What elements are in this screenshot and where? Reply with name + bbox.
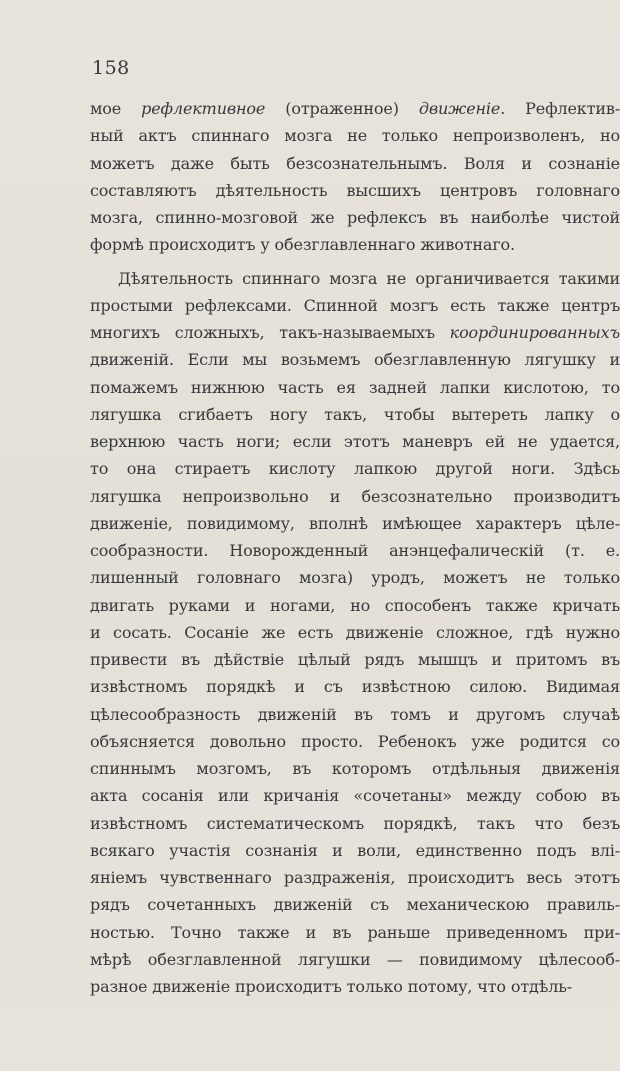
text-line [90, 292, 620, 319]
text-line [90, 374, 620, 401]
text-run: лягушка сгибаетъ ногу такъ, чтобы вытереть лапку о [90, 404, 620, 424]
page-number: 158 [92, 57, 130, 79]
text-line [90, 401, 620, 428]
text-line [90, 428, 620, 455]
text-line [90, 177, 620, 204]
text-run: всякаго участiя сознанiя и воли, единственно подъ влi- [90, 840, 620, 860]
text-run: объясняется довольно просто. Ребенокъ уже родится со [90, 731, 620, 751]
text-line [90, 946, 620, 973]
text-line [90, 455, 620, 482]
text-line [90, 782, 620, 809]
text-run: можетъ даже быть безсознательнымъ. Воля и сознанiе [90, 153, 620, 173]
text-run: верхнюю часть ноги; если этотъ маневръ ей не удается, [90, 432, 620, 451]
text-run: акта сосанiя или кричанiя «сочетаны» между собою въ [90, 786, 620, 806]
text-line [90, 673, 620, 700]
text-line [90, 891, 620, 918]
text-line [90, 919, 620, 946]
text-run: извѣстномъ порядкѣ и съ извѣстною силою. Видимая [90, 677, 620, 697]
text-run: помажемъ нижнюю часть ея задней лапки кислотою, то [90, 377, 620, 397]
text-run: сообразности. Новорожденный анэнцефалическiй (т. е. [90, 541, 620, 560]
text-line [90, 510, 620, 537]
text-line [90, 810, 620, 837]
text-line [90, 95, 620, 122]
text-run: привести въ дѣйствiе цѣлый рядъ мышцъ и притомъ въ [90, 650, 620, 669]
text-run: составляютъ дѣятельность высшихъ центровъ головнаго [90, 180, 620, 200]
text-run: Дѣятельность спиннаго мозга не органичивается такими [118, 268, 620, 288]
text-run: (отраженное) [265, 99, 419, 118]
italic-term: движенiе [418, 99, 501, 118]
text-line [90, 204, 620, 231]
text-line [90, 973, 620, 1000]
text-line [90, 150, 620, 177]
text-line [90, 755, 620, 782]
text-line [90, 319, 620, 346]
text-run: мозга, спинно-мозговой же рефлексъ въ наиболѣе чистой [90, 208, 620, 227]
text-run: извѣстномъ систематическомъ порядкѣ, такъ что безъ [90, 813, 620, 833]
text-line [90, 265, 620, 292]
text-line [90, 864, 620, 891]
text-run: мѣрѣ обезглавленной лягушки — повидимому цѣлесооб- [90, 949, 620, 969]
text-run: движенiй. Если мы возьмемъ обезглавленную лягушку и [90, 350, 620, 370]
text-line [90, 837, 620, 864]
italic-term: координированныхъ [449, 323, 620, 342]
text-run: многихъ сложныхъ, такъ-называемыхъ [90, 323, 450, 342]
text-line [90, 728, 620, 755]
text-run: формѣ происходитъ у обезглавленнаго животнаго. [90, 235, 515, 255]
text-line [90, 346, 620, 373]
body-text [90, 95, 620, 1000]
text-run: лишенный головнаго мозга) уродъ, можетъ не только [90, 568, 620, 588]
text-run: простыми рефлексами. Спинной мозгъ есть также центръ [90, 295, 620, 315]
text-run: цѣлесообразность движенiй въ томъ и другомъ случаѣ [90, 704, 620, 724]
text-run: лягушка непроизвольно и безсознательно производитъ [90, 486, 620, 506]
text-line [90, 564, 620, 591]
text-run: ный актъ спиннаго мозга не только непроизволенъ, но [90, 126, 620, 146]
text-line [90, 122, 620, 149]
text-line [90, 592, 620, 619]
text-run: . Рефлектив- [500, 99, 620, 118]
text-run: ностью. Точно также и въ раньше приведенномъ при- [90, 922, 620, 942]
text-line [90, 537, 620, 564]
text-run: то она стираетъ кислоту лапкою другой ноги. Здѣсь [90, 459, 620, 479]
text-line [90, 619, 620, 646]
text-run: и сосать. Сосанiе же есть движенiе сложное, гдѣ нужно [90, 622, 620, 642]
text-run: разное движенiе происходитъ только потому, что отдѣль- [90, 977, 573, 996]
text-run: двигать руками и ногами, но способенъ также кричать [90, 595, 620, 615]
italic-term: рефлективное [141, 99, 266, 118]
text-run: янiемъ чувственнаго раздраженiя, происходитъ весь этотъ [90, 868, 620, 887]
text-run: движенiе, повидимому, вполнѣ имѣющее характеръ цѣле- [90, 513, 620, 533]
text-run: спиннымъ мозгомъ, въ которомъ отдѣльныя движенiя [90, 759, 620, 778]
text-line [90, 701, 620, 728]
text-line [90, 646, 620, 673]
text-line [90, 483, 620, 510]
text-run: мое [90, 99, 142, 118]
text-line [90, 231, 620, 258]
text-run: рядъ сочетанныхъ движенiй съ механическою правиль- [90, 895, 620, 915]
